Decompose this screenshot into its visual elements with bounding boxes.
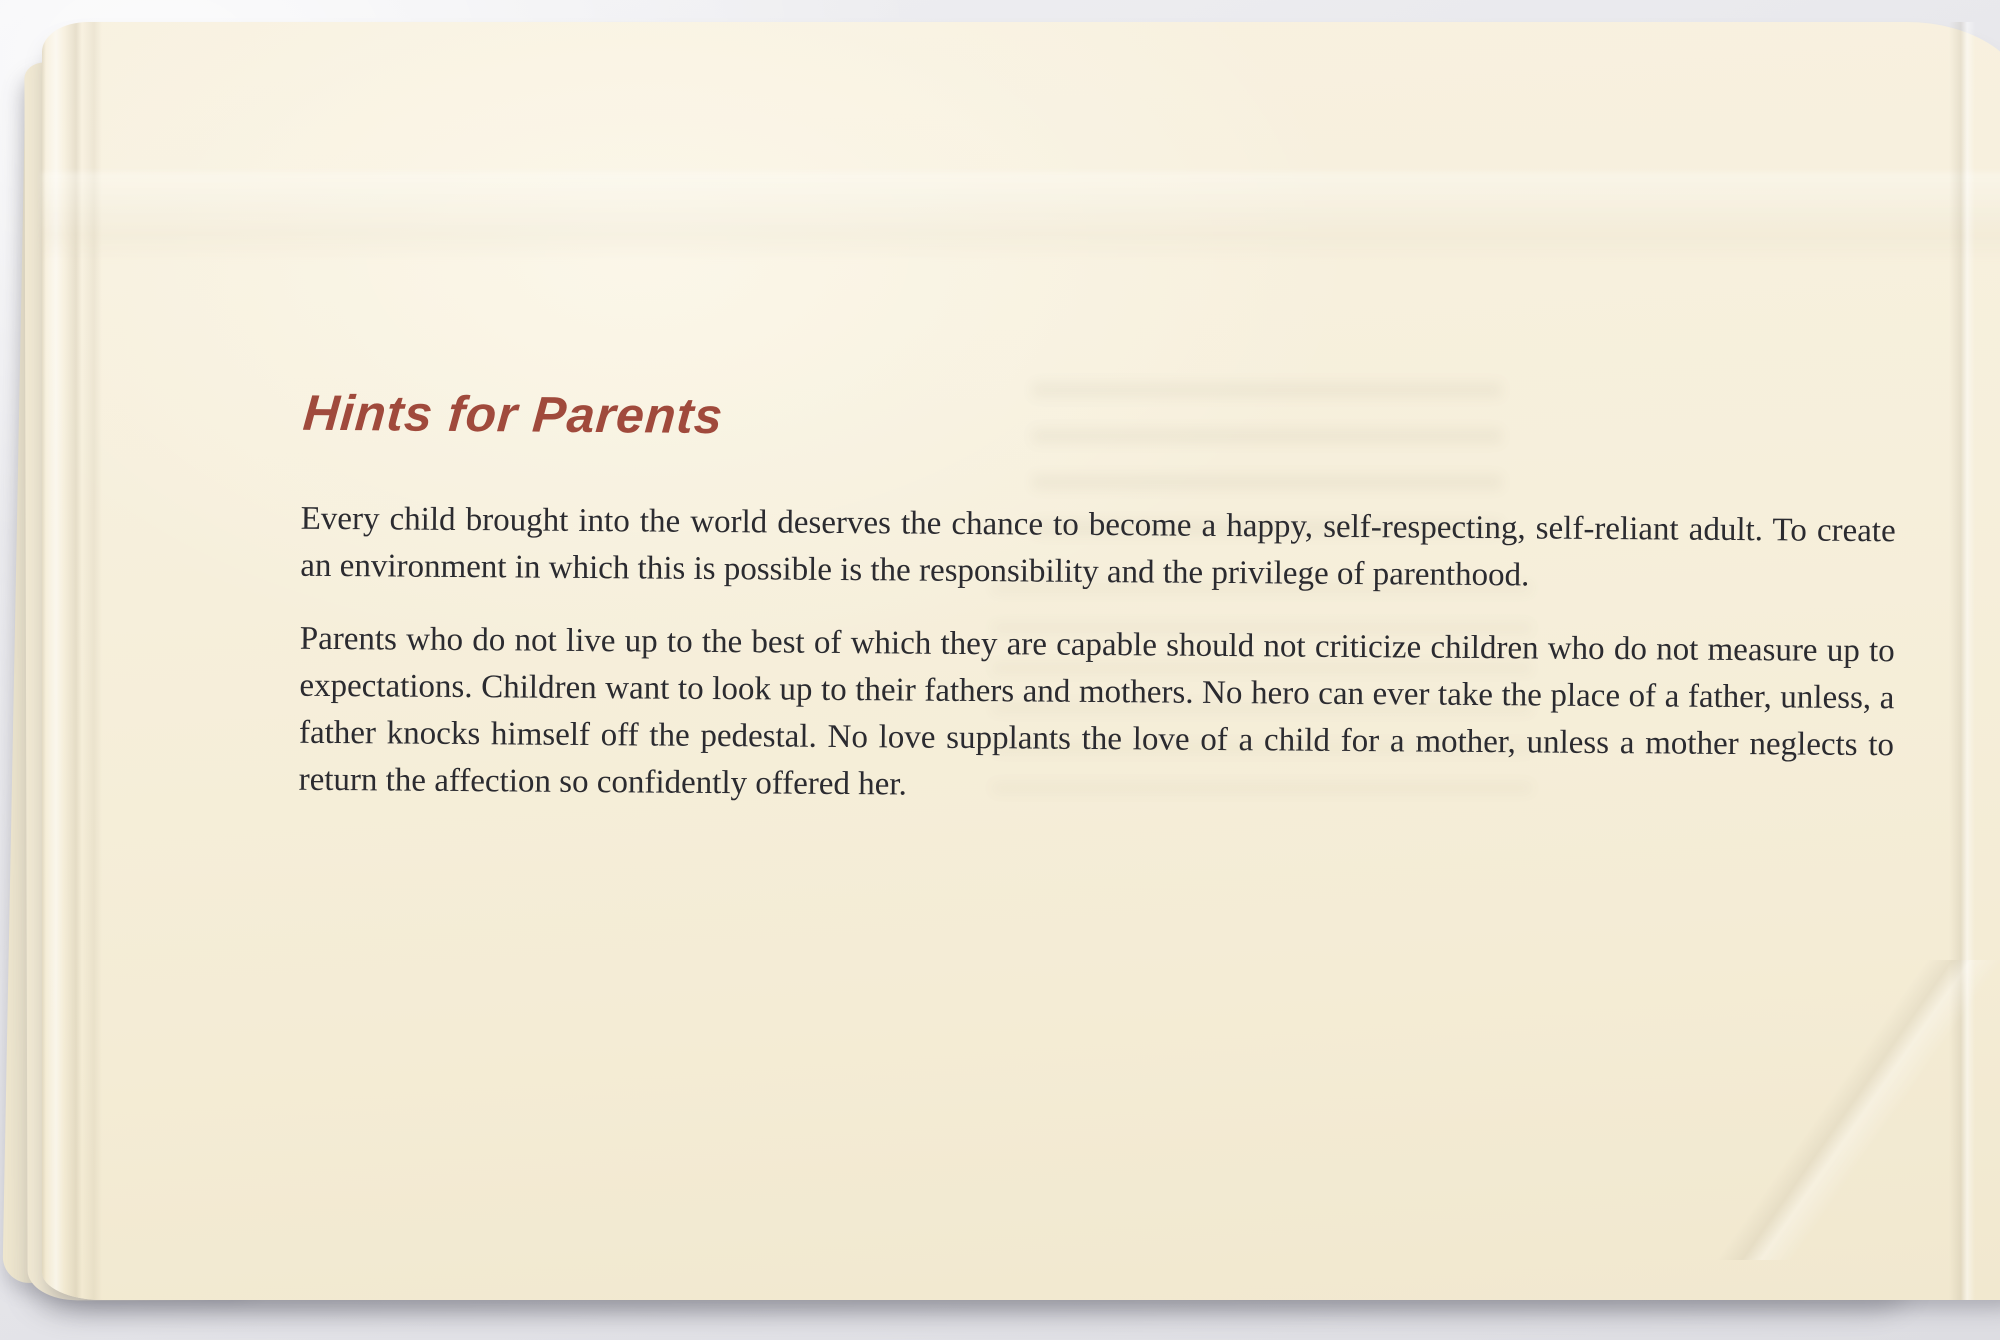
page-content <box>298 384 1896 843</box>
paper-tonal-band <box>42 172 2000 262</box>
body-paragraph-2: Parents who do not live up to the best of which they are capable should not criticize children who do not measure up to expectations. Children want to look up to their fathers and mothers. No hero can ever take the place of a father, unless, a father knocks himself off the pedestal. No love supplants the love of a child for a mother, unless a mother neglects to return the affection so confidently offered her. <box>298 620 1895 803</box>
page-corner-crease <box>1637 960 2000 1260</box>
booklet-page <box>42 22 2000 1300</box>
body-paragraph-1: Every child brought into the world deserves the chance to become a happy, self-respecting, self-reliant adult. To create an environment in which this is possible is the responsibility and the privilege of parenthood. <box>300 500 1896 594</box>
page-title: Hints for Parents <box>301 384 726 445</box>
